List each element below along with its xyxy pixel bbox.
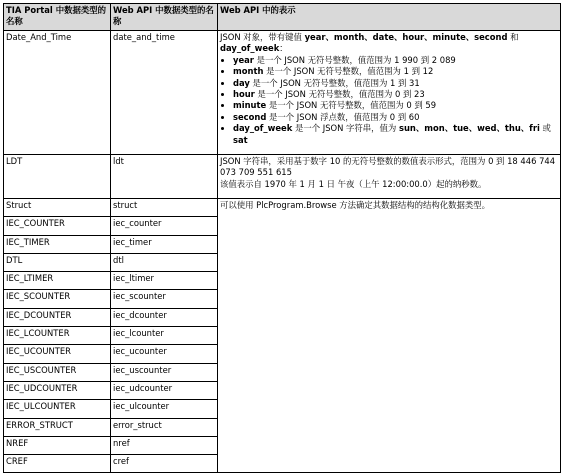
cell-api-name: dtl: [111, 253, 218, 271]
cell-api-name: iec_timer: [111, 235, 218, 253]
cell-api-name: iec_uscounter: [111, 363, 218, 381]
cell-tia-name: IEC_LTIMER: [4, 272, 111, 290]
cell-api-name: iec_udcounter: [111, 381, 218, 399]
key-name: minute: [233, 100, 267, 111]
intro-text-and: 和: [507, 32, 519, 42]
cell-tia-name: IEC_TIMER: [4, 235, 111, 253]
intro-colon: ：: [279, 43, 288, 54]
cell-api-name: iec_ucounter: [111, 345, 218, 363]
key-desc-or: 或: [539, 123, 551, 134]
cell-tia-name: IEC_UDCOUNTER: [4, 381, 111, 399]
ldt-desc: JSON 字符串，采用基于数字 10 的无符号整数的数值表示形式，范围为 0 到 18 446 744 073 709 551 615: [220, 156, 556, 178]
cell-tia-name: CREF: [4, 455, 111, 473]
cell-tia-name: IEC_SCOUNTER: [4, 290, 111, 308]
cell-api-name: ldt: [111, 155, 218, 199]
data-type-mapping-table: [3, 3, 561, 473]
key-name: second: [233, 111, 267, 122]
cell-tia-name: Date_And_Time: [4, 31, 111, 155]
cell-tia-name: IEC_UCOUNTER: [4, 345, 111, 363]
key-desc: 是一个 JSON 无符号整数，值范围为 0 到 59: [266, 100, 437, 111]
key-desc: 是一个 JSON 无符号整数，值范围为 0 到 23: [254, 89, 425, 100]
cell-tia-name: IEC_COUNTER: [4, 217, 111, 235]
cell-api-name: iec_dcounter: [111, 308, 218, 326]
intro-keys: year、month、date、hour、minute、second: [304, 32, 508, 42]
cell-tia-name: ERROR_STRUCT: [4, 418, 111, 436]
cell-api-name: date_and_time: [111, 31, 218, 155]
cell-api-name: error_struct: [111, 418, 218, 436]
cell-tia-name: IEC_ULCOUNTER: [4, 400, 111, 418]
key-name: day: [233, 77, 250, 88]
key-name: hour: [233, 89, 255, 100]
key-name: day_of_week: [233, 123, 293, 134]
header-web-api-type: Web API 中数据类型的名称: [111, 4, 218, 31]
cell-tia-name: IEC_DCOUNTER: [4, 308, 111, 326]
intro-text: JSON 对象，带有键值: [220, 32, 305, 42]
weekday-values: sun、mon、tue、wed、thu、fri: [398, 123, 540, 134]
cell-tia-name: IEC_USCOUNTER: [4, 363, 111, 381]
cell-api-name: nref: [111, 436, 218, 454]
list-item: [233, 112, 558, 123]
key-desc: 是一个 JSON 字符串，值为: [292, 123, 399, 134]
cell-representation: [218, 31, 561, 155]
table-row-date-and-time: [4, 31, 561, 155]
weekday-value-last: sat: [233, 134, 248, 145]
key-name: year: [233, 54, 254, 65]
cell-representation: [218, 155, 561, 199]
cell-api-name: iec_ltimer: [111, 272, 218, 290]
key-desc: 是一个 JSON 浮点数，值范围为 0 到 60: [266, 111, 420, 122]
header-web-api-representation: Web API 中的表示: [218, 4, 561, 31]
list-item: [233, 123, 558, 146]
table-row-ldt: [4, 155, 561, 199]
cell-tia-name: IEC_LCOUNTER: [4, 327, 111, 345]
intro-key-last: day_of_week: [220, 43, 280, 54]
cell-api-name: iec_lcounter: [111, 327, 218, 345]
cell-struct-representation: 可以使用 PlcProgram.Browse 方法确定其数据结构的结构化数据类型。: [218, 199, 561, 473]
header-tia-portal-type: TIA Portal 中数据类型的名称: [4, 4, 111, 31]
key-desc: 是一个 JSON 无符号整数，值范围为 1 到 12: [263, 66, 434, 77]
list-item: [233, 100, 558, 111]
list-item: [233, 55, 558, 66]
datetime-key-list: [220, 55, 558, 146]
key-desc: 是一个 JSON 无符号整数，值范围为 1 到 31: [249, 77, 420, 88]
datetime-intro: [220, 32, 558, 55]
cell-tia-name: Struct: [4, 199, 111, 217]
table-header-row: [4, 4, 561, 31]
cell-api-name: cref: [111, 455, 218, 473]
key-desc: 是一个 JSON 无符号整数，值范围为 1 990 到 2 089: [253, 54, 456, 65]
key-name: month: [233, 66, 264, 77]
cell-tia-name: LDT: [4, 155, 111, 199]
cell-api-name: struct: [111, 199, 218, 217]
list-item: [233, 89, 558, 100]
cell-api-name: iec_scounter: [111, 290, 218, 308]
cell-tia-name: DTL: [4, 253, 111, 271]
cell-api-name: iec_counter: [111, 217, 218, 235]
table-row-struct: [4, 199, 561, 217]
list-item: [233, 66, 558, 77]
cell-api-name: iec_ulcounter: [111, 400, 218, 418]
ldt-desc-2: 该值表示自 1970 年 1 月 1 日 午夜（上午 12:00:00.0）起的纳秒数。: [220, 178, 487, 189]
list-item: [233, 78, 558, 89]
cell-tia-name: NREF: [4, 436, 111, 454]
